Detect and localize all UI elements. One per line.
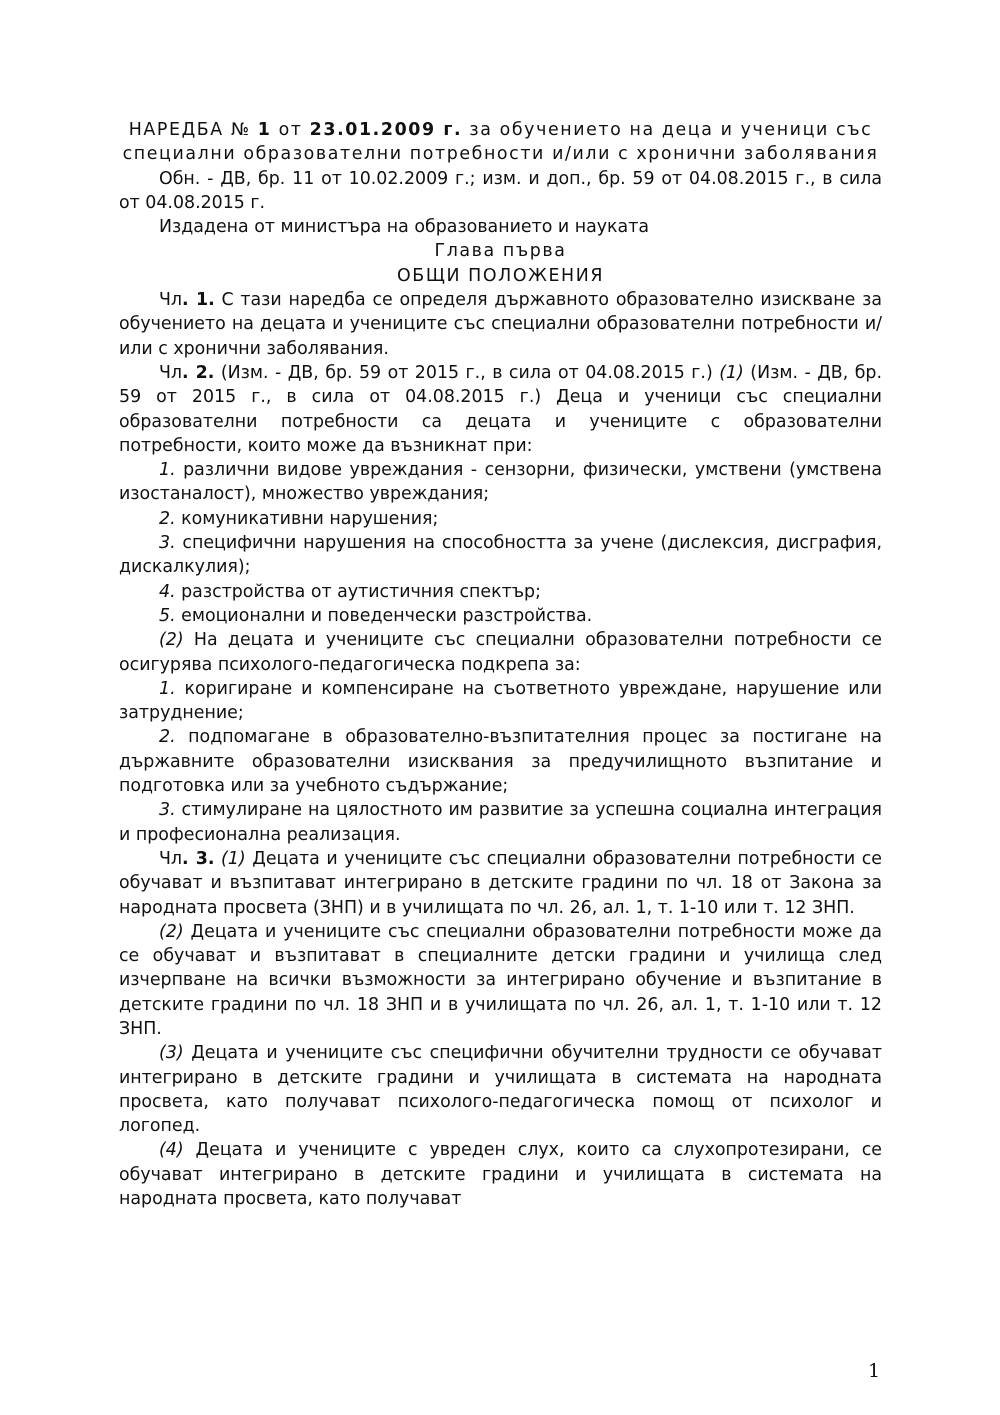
paragraph-mark: (4) <box>159 1140 184 1161</box>
article-1 <box>119 288 882 361</box>
title-prefix: НАРЕДБА № <box>128 120 258 140</box>
item-number: 1. <box>159 460 176 481</box>
item-number: 5. <box>159 605 176 626</box>
title-rest: за обучението на деца и ученици със специални образователни потребности и/или с хронични заболявания <box>122 120 879 165</box>
title-number: 1 <box>257 120 272 140</box>
title-date: 23.01.2009 г. <box>309 120 463 140</box>
article-3-paragraph-1 <box>119 847 882 920</box>
article-number: . 2. <box>182 362 215 383</box>
amendment-note: (Изм. - ДВ, бр. 59 от 2015 г., в сила от 04.08.2015 г.) <box>214 362 720 383</box>
document-title <box>119 118 882 167</box>
item-text: подпомагане в образователно-възпитателния процес за постигане на държавните образователни изисквания за предучилищното възпитание и подготовка или за учебното съдържание; <box>119 727 882 797</box>
paragraph-text: (Изм. - ДВ, бр. 59 от 2015 г., в сила от 04.08.2015 г.) Деца и ученици със специални образователни потребности са децата и учениците с образователни потребности, които може да възникнат при: <box>119 362 883 456</box>
paragraph-mark: (1) <box>221 848 246 869</box>
document-page <box>119 118 882 1211</box>
page-number: 1 <box>868 1360 881 1382</box>
title-from: от <box>271 120 310 140</box>
paragraph-text: Децата и учениците с увреден слух, които са слухопротезирани, се обучават интегрирано в детските градини и училищата в системата на народната просвета, като получават <box>119 1140 882 1210</box>
list-item <box>119 677 882 726</box>
item-text: специфични нарушения на способността за учене (дислексия, дисграфия, дискалкулия); <box>119 533 882 578</box>
item-text: стимулиране на цялостното им развитие за успешна социална интеграция и професионална реализация. <box>119 800 882 845</box>
item-text: различни видове увреждания - сензорни, физически, умствени (умствена изостаналост), множество увреждания; <box>119 460 882 505</box>
chapter-title: ОБЩИ ПОЛОЖЕНИЯ <box>397 265 604 286</box>
article-label: Чл <box>159 362 183 383</box>
article-3-paragraph-3 <box>119 1041 882 1138</box>
paragraph-mark: (2) <box>159 630 184 651</box>
chapter-heading: Глава първа <box>434 241 567 262</box>
article-3-paragraph-2 <box>119 920 882 1041</box>
article-label: Чл <box>159 848 183 869</box>
article-2-paragraph-2 <box>119 628 882 677</box>
paragraph-mark: (2) <box>159 921 184 942</box>
list-item <box>119 580 882 604</box>
article-text: С тази наредба се определя държавното образователно изискване за обучението на децата и учениците със специални образователни потребности и/или с хронични заболявания. <box>119 290 882 359</box>
list-item <box>119 458 882 507</box>
article-label: Чл <box>159 290 183 311</box>
article-3-paragraph-4 <box>119 1138 882 1211</box>
article-2-paragraph-1 <box>119 361 882 458</box>
list-item <box>119 531 882 580</box>
paragraph-text: Децата и учениците със специфични обучителни трудности се обучават интегрирано в детските градини и училищата в системата на народната просвета, като получават психолого-педагогическа помощ от психолог и логопед. <box>119 1043 882 1137</box>
item-number: 2. <box>159 727 176 748</box>
paragraph-text: Децата и учениците със специални образователни потребности се обучават и възпитават интегрирано в детските градини по чл. 18 от Закона за народната просвета (ЗНП) и в училищата по чл. 26, ал. 1, т. 1-10 или т. 12 ЗНП. <box>119 848 883 918</box>
list-item <box>119 604 882 628</box>
article-number: . 1. <box>182 290 215 311</box>
item-number: 1. <box>159 678 176 699</box>
item-number: 3. <box>159 800 176 821</box>
item-text: комуникативни нарушения; <box>175 508 439 529</box>
paragraph-mark: (3) <box>159 1043 184 1064</box>
paragraph-mark: (1) <box>719 362 744 383</box>
issuer-note: Издадена от министъра на образованието и науката <box>159 217 649 238</box>
list-item <box>119 798 882 847</box>
publication-note: Обн. - ДВ, бр. 11 от 10.02.2009 г.; изм. и доп., бр. 59 от 04.08.2015 г., в сила от 04.08.2015 г. <box>119 168 882 213</box>
item-text: коригиране и компенсиране на съответното увреждане, нарушение или затруднение; <box>119 678 882 724</box>
item-number: 3. <box>159 533 176 554</box>
item-text: емоционални и поведенчески разстройства. <box>175 605 593 626</box>
list-item <box>119 725 882 798</box>
paragraph-text: На децата и учениците със специални образователни потребности се осигурява психолого-педагогическа подкрепа за: <box>119 630 882 675</box>
list-item <box>119 507 882 531</box>
item-number: 4. <box>159 581 176 602</box>
item-text: разстройства от аутистичния спектър; <box>175 581 541 602</box>
item-number: 2. <box>159 508 176 529</box>
paragraph-text: Децата и учениците със специални образователни потребности може да се обучават и възпитават в специалните детски градини и училища след изчерпване на всички възможности за интегрирано обучение и възпитание в детските градини по чл. 18 ЗНП и в училищата по чл. 26, ал. 1, т. 1-10 или т. 12 ЗНП. <box>119 921 882 1039</box>
article-number: . 3. <box>182 848 215 869</box>
